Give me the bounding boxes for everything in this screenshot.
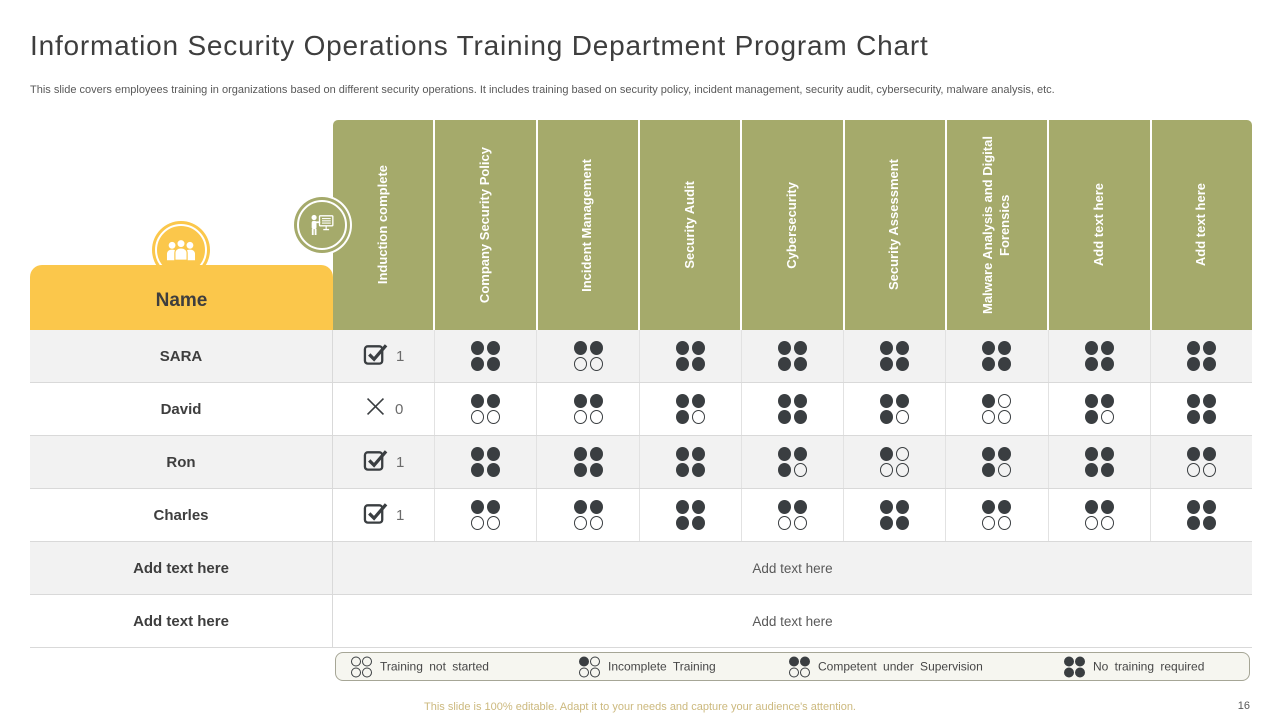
dot-empty bbox=[896, 410, 909, 424]
training-status-cell bbox=[640, 330, 742, 382]
checkbox-checked-icon bbox=[363, 341, 388, 371]
placeholder-row bbox=[30, 542, 1252, 595]
training-status-cell bbox=[537, 383, 639, 435]
dot-filled bbox=[982, 357, 995, 371]
dot-filled bbox=[590, 463, 603, 477]
dot-filled bbox=[1203, 410, 1216, 424]
dot-filled bbox=[778, 394, 791, 408]
dot-filled bbox=[789, 656, 799, 666]
dot-empty bbox=[982, 410, 995, 424]
induction-cell bbox=[333, 383, 435, 435]
status-dots bbox=[1187, 341, 1216, 371]
training-status-cell bbox=[742, 383, 844, 435]
induction-status bbox=[363, 500, 404, 530]
status-dots bbox=[574, 394, 603, 424]
dot-empty bbox=[998, 463, 1011, 477]
column-header-label: Security Audit bbox=[681, 181, 697, 269]
status-dots bbox=[574, 500, 603, 530]
dot-empty bbox=[471, 410, 484, 424]
dot-filled bbox=[1203, 447, 1216, 461]
dot-filled bbox=[574, 463, 587, 477]
dot-filled bbox=[1064, 656, 1074, 666]
dot-empty bbox=[896, 463, 909, 477]
dot-empty bbox=[794, 516, 807, 530]
dot-empty bbox=[1101, 410, 1114, 424]
status-dots bbox=[1187, 394, 1216, 424]
status-dots bbox=[1187, 500, 1216, 530]
induction-status bbox=[363, 447, 404, 477]
dot-filled bbox=[896, 341, 909, 355]
dot-filled bbox=[778, 357, 791, 371]
dot-filled bbox=[590, 500, 603, 514]
dot-filled bbox=[471, 341, 484, 355]
dot-empty bbox=[692, 410, 705, 424]
dot-filled bbox=[1085, 357, 1098, 371]
status-dots bbox=[778, 394, 807, 424]
legend-label: Competent under Supervision bbox=[818, 659, 983, 674]
training-status-cell bbox=[1049, 436, 1151, 488]
dot-filled bbox=[1187, 394, 1200, 408]
dot-empty bbox=[351, 667, 361, 677]
dot-filled bbox=[487, 500, 500, 514]
dot-filled bbox=[1203, 341, 1216, 355]
training-status-cell bbox=[1049, 330, 1151, 382]
dot-empty bbox=[982, 516, 995, 530]
dot-filled bbox=[692, 341, 705, 355]
dot-filled bbox=[676, 500, 689, 514]
column-header-7[interactable] bbox=[1049, 120, 1151, 330]
training-status-cell bbox=[435, 383, 537, 435]
status-dots bbox=[982, 341, 1011, 371]
dot-filled bbox=[676, 447, 689, 461]
table-body bbox=[30, 330, 1252, 648]
legend-label: Training not started bbox=[380, 659, 489, 674]
status-dots bbox=[880, 341, 909, 371]
dot-filled bbox=[880, 410, 893, 424]
induction-cell bbox=[333, 489, 435, 541]
dot-empty bbox=[471, 516, 484, 530]
column-header-label: Add text here bbox=[1193, 183, 1209, 267]
status-dots bbox=[1085, 394, 1114, 424]
training-status-cell bbox=[640, 489, 742, 541]
checkbox-checked-icon bbox=[363, 500, 388, 530]
dot-filled bbox=[471, 357, 484, 371]
legend-label: No training required bbox=[1093, 659, 1205, 674]
column-header-label: Company Security Policy bbox=[477, 146, 493, 304]
dot-filled bbox=[778, 463, 791, 477]
training-status-cell bbox=[1049, 383, 1151, 435]
checkbox-checked-icon bbox=[363, 447, 388, 477]
dot-filled bbox=[794, 394, 807, 408]
dot-filled bbox=[1085, 447, 1098, 461]
training-status-cell bbox=[1151, 383, 1252, 435]
status-dots bbox=[471, 394, 500, 424]
status-legend bbox=[335, 652, 1250, 681]
dot-empty bbox=[1085, 516, 1098, 530]
training-status-cell bbox=[537, 436, 639, 488]
dot-filled bbox=[880, 394, 893, 408]
dot-filled bbox=[794, 410, 807, 424]
dot-filled bbox=[794, 447, 807, 461]
training-status-cell bbox=[946, 330, 1048, 382]
column-header-label: Malware Analysis and Digital Forensics bbox=[980, 136, 1013, 314]
column-header-1 bbox=[435, 120, 537, 330]
placeholder-content[interactable]: Add text here bbox=[752, 560, 833, 576]
dot-filled bbox=[471, 394, 484, 408]
dot-filled bbox=[998, 357, 1011, 371]
dot-filled bbox=[676, 394, 689, 408]
dot-filled bbox=[982, 500, 995, 514]
column-header-6 bbox=[947, 120, 1049, 330]
dot-filled bbox=[676, 357, 689, 371]
placeholder-name[interactable]: Add text here bbox=[30, 542, 333, 594]
cross-icon bbox=[364, 395, 387, 423]
dot-filled bbox=[692, 516, 705, 530]
status-dots bbox=[778, 341, 807, 371]
training-status-cell bbox=[946, 436, 1048, 488]
status-dots bbox=[471, 500, 500, 530]
training-status-cell bbox=[435, 436, 537, 488]
training-status-cell bbox=[640, 436, 742, 488]
dot-empty bbox=[794, 463, 807, 477]
training-status-cell bbox=[435, 330, 537, 382]
dot-filled bbox=[1101, 394, 1114, 408]
dot-filled bbox=[1085, 463, 1098, 477]
dot-filled bbox=[1075, 656, 1085, 666]
dot-filled bbox=[1085, 341, 1098, 355]
dot-filled bbox=[778, 500, 791, 514]
dot-filled bbox=[487, 394, 500, 408]
dot-filled bbox=[1187, 516, 1200, 530]
legend-dots-icon bbox=[789, 656, 810, 677]
dot-filled bbox=[1101, 357, 1114, 371]
dot-empty bbox=[1187, 463, 1200, 477]
dot-empty bbox=[998, 394, 1011, 408]
dot-empty bbox=[778, 516, 791, 530]
dot-empty bbox=[362, 656, 372, 666]
dot-filled bbox=[794, 500, 807, 514]
induction-cell bbox=[333, 436, 435, 488]
training-status-cell bbox=[435, 489, 537, 541]
dot-filled bbox=[487, 341, 500, 355]
editable-note: This slide is 100% editable. Adapt it to your needs and capture your audience's attention. bbox=[424, 701, 856, 713]
legend-item bbox=[351, 656, 489, 677]
dot-filled bbox=[982, 394, 995, 408]
dot-filled bbox=[1085, 394, 1098, 408]
training-status-cell bbox=[640, 383, 742, 435]
dot-filled bbox=[574, 341, 587, 355]
dot-filled bbox=[590, 394, 603, 408]
employee-name: SARA bbox=[30, 330, 333, 382]
training-status-cell bbox=[1151, 330, 1252, 382]
dot-filled bbox=[982, 447, 995, 461]
legend-label: Incomplete Training bbox=[608, 659, 716, 674]
dot-filled bbox=[880, 516, 893, 530]
dot-filled bbox=[794, 341, 807, 355]
dot-filled bbox=[998, 341, 1011, 355]
status-dots bbox=[676, 447, 705, 477]
status-dots bbox=[1085, 500, 1114, 530]
dot-filled bbox=[590, 341, 603, 355]
dot-filled bbox=[896, 516, 909, 530]
dot-empty bbox=[590, 516, 603, 530]
status-dots bbox=[880, 394, 909, 424]
status-dots bbox=[982, 500, 1011, 530]
induction-value: 1 bbox=[395, 347, 405, 365]
dot-filled bbox=[1187, 410, 1200, 424]
employee-name: Charles bbox=[30, 489, 333, 541]
dot-empty bbox=[590, 656, 600, 666]
legend-dots-icon bbox=[351, 656, 372, 677]
dot-filled bbox=[1064, 667, 1074, 677]
dot-filled bbox=[574, 447, 587, 461]
employee-name: Ron bbox=[30, 436, 333, 488]
dot-empty bbox=[487, 516, 500, 530]
dot-filled bbox=[1187, 447, 1200, 461]
training-status-cell bbox=[742, 489, 844, 541]
status-dots bbox=[471, 341, 500, 371]
dot-filled bbox=[1085, 410, 1098, 424]
dot-filled bbox=[880, 357, 893, 371]
training-status-cell bbox=[742, 436, 844, 488]
dot-filled bbox=[1101, 463, 1114, 477]
dot-filled bbox=[1187, 341, 1200, 355]
dot-filled bbox=[574, 394, 587, 408]
name-column-header bbox=[30, 265, 333, 330]
table-row bbox=[30, 383, 1252, 436]
dot-empty bbox=[574, 410, 587, 424]
training-status-cell bbox=[537, 489, 639, 541]
dot-filled bbox=[676, 341, 689, 355]
dot-filled bbox=[487, 357, 500, 371]
dot-filled bbox=[1075, 667, 1085, 677]
status-dots bbox=[880, 447, 909, 477]
column-header-label: Induction complete bbox=[374, 165, 390, 285]
status-dots bbox=[676, 394, 705, 424]
dot-filled bbox=[579, 656, 589, 666]
dot-filled bbox=[1203, 394, 1216, 408]
induction-status bbox=[363, 341, 404, 371]
column-header-4 bbox=[742, 120, 844, 330]
dot-filled bbox=[778, 410, 791, 424]
legend-item bbox=[579, 656, 716, 677]
page-title: Information Security Operations Training Department Program Chart bbox=[30, 30, 929, 61]
status-dots bbox=[574, 341, 603, 371]
legend-item bbox=[789, 656, 983, 677]
dot-filled bbox=[1187, 500, 1200, 514]
dot-filled bbox=[896, 357, 909, 371]
induction-status bbox=[364, 395, 403, 423]
dot-filled bbox=[1101, 447, 1114, 461]
placeholder-row bbox=[30, 595, 1252, 648]
status-dots bbox=[982, 447, 1011, 477]
training-status-cell bbox=[742, 330, 844, 382]
dot-empty bbox=[590, 410, 603, 424]
dot-filled bbox=[896, 500, 909, 514]
dot-filled bbox=[692, 394, 705, 408]
dot-empty bbox=[1203, 463, 1216, 477]
training-status-cell bbox=[844, 436, 946, 488]
status-dots bbox=[676, 500, 705, 530]
status-dots bbox=[1187, 447, 1216, 477]
dot-empty bbox=[880, 463, 893, 477]
training-status-cell bbox=[844, 383, 946, 435]
dot-filled bbox=[896, 394, 909, 408]
status-dots bbox=[1085, 341, 1114, 371]
dot-filled bbox=[471, 447, 484, 461]
employee-name: David bbox=[30, 383, 333, 435]
status-dots bbox=[982, 394, 1011, 424]
table-row bbox=[30, 330, 1252, 383]
training-status-cell bbox=[1049, 489, 1151, 541]
status-dots bbox=[778, 500, 807, 530]
dot-filled bbox=[1203, 357, 1216, 371]
dot-filled bbox=[778, 341, 791, 355]
dot-empty bbox=[789, 667, 799, 677]
dot-filled bbox=[800, 656, 810, 666]
status-dots bbox=[880, 500, 909, 530]
legend-item bbox=[1064, 656, 1204, 677]
induction-value: 1 bbox=[395, 453, 405, 471]
column-header-label: Security Assessment bbox=[886, 159, 902, 291]
dot-empty bbox=[998, 516, 1011, 530]
dot-filled bbox=[471, 500, 484, 514]
dot-empty bbox=[590, 667, 600, 677]
dot-empty bbox=[800, 667, 810, 677]
table-column-headers bbox=[333, 120, 1252, 330]
dot-filled bbox=[676, 410, 689, 424]
dot-empty bbox=[487, 410, 500, 424]
dot-empty bbox=[579, 667, 589, 677]
dot-filled bbox=[982, 341, 995, 355]
dot-filled bbox=[676, 516, 689, 530]
dot-filled bbox=[998, 500, 1011, 514]
table-row bbox=[30, 436, 1252, 489]
dot-filled bbox=[1101, 341, 1114, 355]
dot-empty bbox=[1101, 516, 1114, 530]
dot-empty bbox=[896, 447, 909, 461]
dot-empty bbox=[351, 656, 361, 666]
presentation-trainer-icon bbox=[294, 197, 350, 253]
dot-filled bbox=[1085, 500, 1098, 514]
legend-dots-icon bbox=[579, 656, 600, 677]
training-status-cell bbox=[1151, 489, 1252, 541]
dot-filled bbox=[487, 447, 500, 461]
column-header-2 bbox=[538, 120, 640, 330]
column-header-label: Cybersecurity bbox=[784, 181, 800, 269]
induction-value: 1 bbox=[395, 506, 405, 524]
legend-dots-icon bbox=[1064, 656, 1085, 677]
dot-filled bbox=[880, 447, 893, 461]
dot-empty bbox=[574, 516, 587, 530]
column-header-5 bbox=[845, 120, 947, 330]
dot-filled bbox=[692, 500, 705, 514]
status-dots bbox=[676, 341, 705, 371]
dot-filled bbox=[692, 463, 705, 477]
placeholder-name[interactable]: Add text here bbox=[30, 595, 333, 647]
training-status-cell bbox=[844, 489, 946, 541]
dot-filled bbox=[471, 463, 484, 477]
training-status-cell bbox=[946, 489, 1048, 541]
training-status-cell bbox=[1151, 436, 1252, 488]
induction-value: 0 bbox=[394, 400, 404, 418]
status-dots bbox=[574, 447, 603, 477]
induction-cell bbox=[333, 330, 435, 382]
dot-empty bbox=[998, 410, 1011, 424]
column-header-label: Add text here bbox=[1091, 183, 1107, 267]
slide-subtitle: This slide covers employees training in organizations based on different security operations. It includes training based on security policy, incident management, security audit, cybersecurity, malware analysis, etc. bbox=[30, 84, 1055, 96]
dot-filled bbox=[998, 447, 1011, 461]
dot-filled bbox=[574, 500, 587, 514]
status-dots bbox=[1085, 447, 1114, 477]
dot-filled bbox=[794, 357, 807, 371]
training-status-cell bbox=[844, 330, 946, 382]
dot-filled bbox=[880, 500, 893, 514]
status-dots bbox=[778, 447, 807, 477]
dot-empty bbox=[590, 357, 603, 371]
table-row bbox=[30, 489, 1252, 542]
dot-filled bbox=[1187, 357, 1200, 371]
dot-filled bbox=[676, 463, 689, 477]
training-status-cell bbox=[946, 383, 1048, 435]
column-header-label: Incident Management bbox=[579, 158, 595, 292]
dot-filled bbox=[590, 447, 603, 461]
name-header-label: Name bbox=[155, 290, 208, 311]
dot-filled bbox=[778, 447, 791, 461]
page-number: 16 bbox=[1237, 700, 1250, 712]
training-status-cell bbox=[537, 330, 639, 382]
dot-filled bbox=[1203, 516, 1216, 530]
dot-filled bbox=[692, 447, 705, 461]
column-header-3 bbox=[640, 120, 742, 330]
dot-filled bbox=[982, 463, 995, 477]
dot-filled bbox=[880, 341, 893, 355]
dot-empty bbox=[574, 357, 587, 371]
dot-filled bbox=[1101, 500, 1114, 514]
column-header-8[interactable] bbox=[1152, 120, 1252, 330]
dot-filled bbox=[1203, 500, 1216, 514]
dot-filled bbox=[692, 357, 705, 371]
placeholder-content[interactable]: Add text here bbox=[752, 613, 833, 629]
dot-filled bbox=[487, 463, 500, 477]
dot-empty bbox=[362, 667, 372, 677]
status-dots bbox=[471, 447, 500, 477]
